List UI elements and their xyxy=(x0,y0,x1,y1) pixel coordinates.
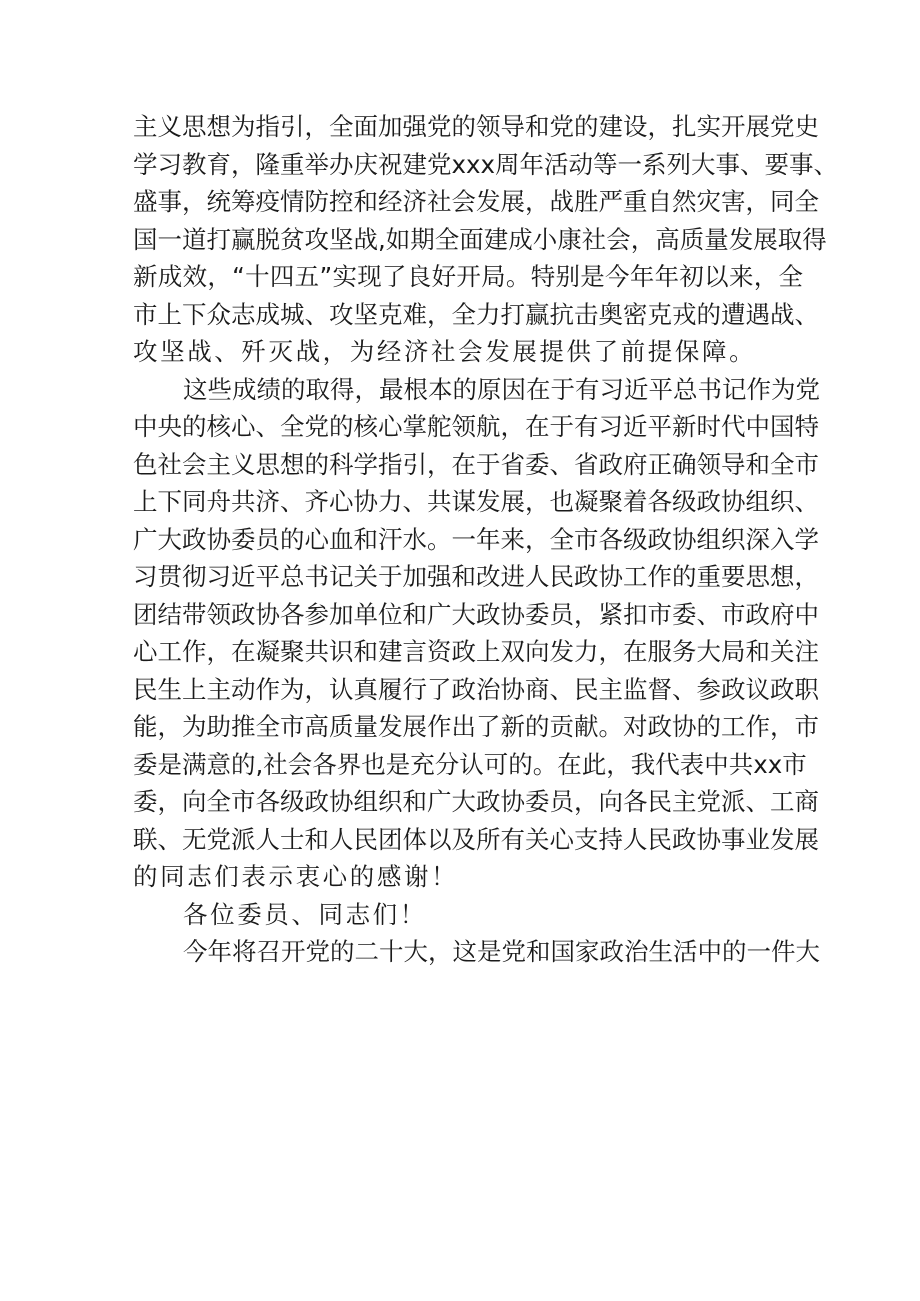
text-line: 盛 事 ， 统 筹 疫 情 防 控 和 经 济 社 会 发 展 ， 战 胜 严 重 自 然 灾 害 ， 同 全 xyxy=(133,187,819,216)
text-line: 习 贯 彻 习 近 平 总 书 记 关 于 加 强 和 改 进 人 民 政 协 工 作 的 重 要 思 想 ， xyxy=(133,562,819,591)
text-line: 各 位 委 员 、 同 志 们 ！ xyxy=(183,899,425,929)
text-line: 民 生 上 主 动 作 为 ， 认 真 履 行 了 政 治 协 商 、 民 主 监 督 、 参 政 议 政 职 xyxy=(133,674,819,704)
text-line: 团 结 带 领 政 协 各 参 加 单 位 和 广 大 政 协 委 员 ， 紧 扣 市 委 、 市 政 府 中 xyxy=(133,599,819,629)
document-body xyxy=(133,108,838,971)
text-line: 的 同 志 们 表 示 衷 心 的 感 谢 ！ xyxy=(133,862,456,891)
text-line: 色 社 会 主 义 思 想 的 科 学 指 引 ， 在 于 省 委 、 省 政 府 正 确 领 导 和 全 市 xyxy=(133,449,819,479)
text-line: 广 大 政 协 委 员 的 心 血 和 汗 水 。 一 年 来 ， 全 市 各 级 政 协 组 织 深 入 学 xyxy=(133,524,819,554)
text-line: 新 成 效 ， “ 十 四 五 ” 实 现 了 良 好 开 局 。 特 别 是 今 年 年 初 以 来 ， 全 xyxy=(133,262,803,291)
text-line: 攻 坚 战 、 歼 灭 战 ， 为 经 济 社 会 发 展 提 供 了 前 提 保 障 。 xyxy=(133,337,754,366)
text-line: 今 年 将 召 开 党 的 二 十 大 ， 这 是 党 和 国 家 政 治 生 活 中 的 一 件 大 xyxy=(183,937,820,966)
text-line: 能 ， 为 助 推 全 市 高 质 量 发 展 作 出 了 新 的 贡 献 。 对 政 协 的 工 作 ， 市 xyxy=(133,712,819,741)
text-line: 国 一 道 打 赢 脱 贫 攻 坚 战 , 如 期 全 面 建 成 小 康 社 会 ， 高 质 量 发 展 取 得 xyxy=(133,224,827,254)
text-line: 中 央 的 核 心 、 全 党 的 核 心 掌 舵 领 航 ， 在 于 有 习 近 平 新 时 代 中 国 特 xyxy=(133,412,819,441)
text-line: 委 是 满 意 的 , 社 会 各 界 也 是 充 分 认 可 的 。 在 此 ， 我 代 表 中 共 xx 市 xyxy=(133,749,807,779)
text-line: 市 上 下 众 志 成 城 、 攻 坚 克 难 ， 全 力 打 赢 抗 击 奥 密 克 戎 的 遭 遇 战 、 xyxy=(133,299,819,329)
text-line: 主 义 思 想 为 指 引 ， 全 面 加 强 党 的 领 导 和 党 的 建 设 ， 扎 实 开 展 党 史 xyxy=(133,112,819,141)
text-line: 联 、 无 党 派 人 士 和 人 民 团 体 以 及 所 有 关 心 支 持 人 民 政 协 事 业 发 展 xyxy=(133,824,819,854)
text-line: 心 工 作 ， 在 凝 聚 共 识 和 建 言 资 政 上 双 向 发 力 ， 在 服 务 大 局 和 关 注 xyxy=(133,637,819,666)
text-line: 学 习 教 育 ， 隆 重 举 办 庆 祝 建 党 xxx 周 年 活 动 等 一 系 列 大 事 、 要 事 、 xyxy=(133,149,838,179)
text-line: 上 下 同 舟 共 济 、 齐 心 协 力 、 共 谋 发 展 ， 也 凝 聚 着 各 级 政 协 组 织 、 xyxy=(133,487,819,516)
text-line: 委 ， 向 全 市 各 级 政 协 组 织 和 广 大 政 协 委 员 ， 向 各 民 主 党 派 、 工 商 xyxy=(133,787,819,816)
text-line: 这 些 成 绩 的 取 得 ， 最 根 本 的 原 因 在 于 有 习 近 平 总 书 记 作 为 党 xyxy=(183,374,820,404)
